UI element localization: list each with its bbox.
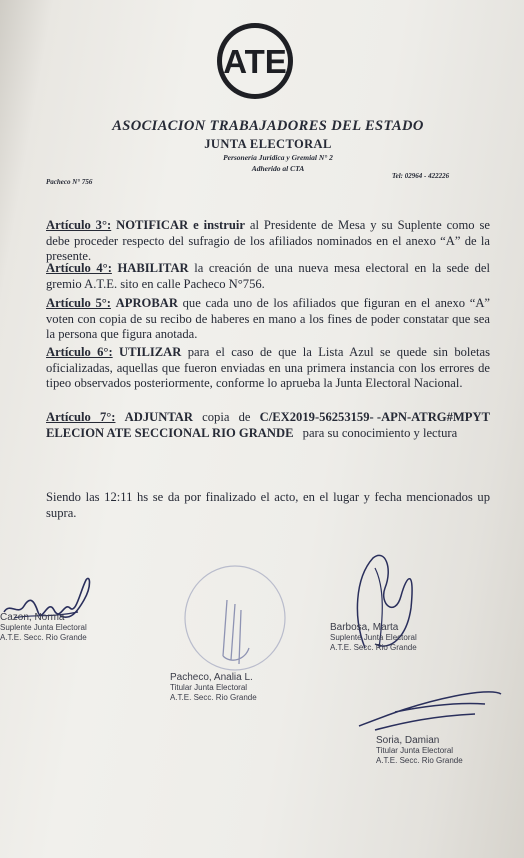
article-5: [46, 296, 490, 343]
article-text: para el caso de que la Lista Azul se quede sin boletas oficializadas, aquellas que fueron enviadas en una primera instancia con los errores de tipeo observados posteriormente, conforme lo aprueba la Junta Electoral Nacional.: [46, 345, 490, 391]
signature-block-soria: [376, 735, 463, 766]
personeria-text: Personería Jurídica y Gremial N° 2: [223, 153, 333, 162]
article-verb: NOTIFICAR: [116, 218, 189, 232]
article-verb: HABILITAR: [117, 261, 189, 275]
logo-text: ATE: [223, 43, 287, 80]
signer-name: Soria, Damian: [376, 735, 440, 746]
article-verb: APROBAR: [115, 296, 178, 310]
article-connector: e: [193, 218, 199, 232]
article-verb-2: instruir: [203, 218, 245, 232]
article-pre: copia de: [202, 410, 251, 424]
signer-role: Titular Junta Electoral: [376, 746, 454, 755]
signer-role: Suplente Junta Electoral: [330, 633, 417, 642]
signer-name: Pacheco, Analia L.: [170, 672, 253, 683]
signer-name: Barbosa, Marta: [330, 622, 399, 633]
signer-role: Titular Junta Electoral: [170, 683, 248, 692]
article-4: [46, 261, 490, 292]
signature-block-pacheco: [170, 672, 257, 703]
article-label: Artículo 5°:: [46, 296, 111, 310]
expediente-reference: C/EX2019-56253159- -APN-ATRG#MPYT ELECION ATE SECCIONAL RIO GRANDE: [46, 410, 490, 440]
ate-logo: [214, 20, 296, 102]
closing-statement: Siendo las 12:11 hs se da por finalizado el acto, en el lugar y fecha mencionados up supra.: [46, 490, 490, 520]
article-7: [46, 410, 490, 441]
signer-section: A.T.E. Secc. Rio Grande: [376, 756, 463, 765]
org-name: ASOCIACION TRABAJADORES DEL ESTADO: [112, 118, 424, 134]
article-text: para su conocimiento y lectura: [302, 425, 458, 440]
adherido-text: Adherido al CTA: [251, 164, 305, 173]
article-verb: ADJUNTAR: [124, 410, 193, 424]
article-3: [46, 218, 490, 265]
junta-title: JUNTA ELECTORAL: [204, 137, 332, 151]
signer-section: A.T.E. Secc. Rio Grande: [330, 643, 417, 652]
article-text: al Presidente de Mesa y su Suplente como se debe proceder respecto del sufragio de los afiliados nominados en el anexo “A” de la presente.: [46, 218, 490, 264]
signature-soria-scribble: [355, 686, 505, 736]
article-text: la creación de una nueva mesa electoral en la sede del gremio A.T.E. sito en calle Pacheco N°756.: [46, 261, 490, 291]
signer-role: Suplente Junta Electoral: [0, 623, 87, 632]
address-text: Pacheco N° 756: [46, 178, 93, 186]
article-label: Artículo 7°:: [46, 410, 116, 424]
signer-name: Cazon, Norma: [0, 612, 65, 623]
signature-block-cazon: [0, 612, 87, 643]
signature-pacheco-scribble: [175, 560, 295, 680]
article-text: que cada uno de los afiliados que figuran en el anexo “A” voten con copia de su recibo de haberes en mano a los fines de poder constatar que sea la persona que figura anotada.: [46, 296, 490, 342]
signature-block-barbosa: [330, 622, 417, 653]
phone-text: Tel: 02964 - 422226: [392, 172, 450, 180]
article-verb: UTILIZAR: [119, 345, 182, 359]
article-label: Artículo 6°:: [46, 345, 113, 359]
article-6: [46, 345, 490, 392]
article-label: Artículo 3°:: [46, 218, 112, 232]
signer-section: A.T.E. Secc. Rio Grande: [0, 633, 87, 642]
signer-section: A.T.E. Secc. Rio Grande: [170, 693, 257, 702]
article-label: Artículo 4°:: [46, 261, 112, 275]
